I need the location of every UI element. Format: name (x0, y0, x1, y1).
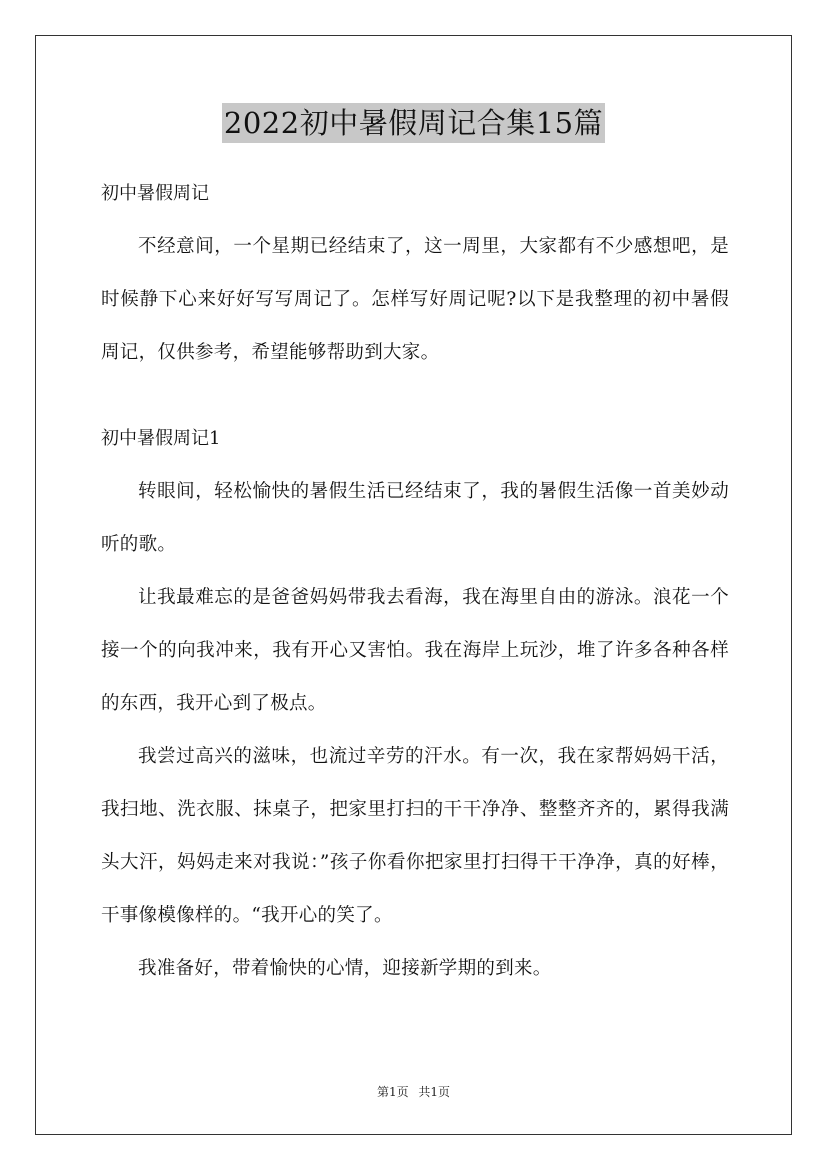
document-title: 2022初中暑假周记合集15篇 (222, 103, 605, 143)
page-footer (0, 1083, 827, 1100)
paragraph: 转眼间，轻松愉快的暑假生活已经结束了，我的暑假生活像一首美妙动听的歌。 (101, 481, 729, 555)
title-container (0, 103, 827, 143)
paragraph: 我尝过高兴的滋味，也流过辛劳的汗水。有一次，我在家帮妈妈干活，我扫地、洗衣服、抹桌子，把家里打扫的干干净净、整整齐齐的，累得我满头大汗，妈妈走来对我说：”孩子你看你把家里打扫得干干净净，真的好棒，干事像模像样的。“我开心的笑了。 (101, 746, 729, 926)
section-spacer (101, 379, 729, 413)
page-number: 第1页 (376, 1085, 409, 1099)
section-heading: 初中暑假周记1 (101, 428, 221, 449)
section-heading: 初中暑假周记 (101, 183, 209, 204)
paragraph: 不经意间，一个星期已经结束了，这一周里，大家都有不少感想吧，是时候静下心来好好写写周记了。怎样写好周记呢?以下是我整理的初中暑假周记，仅供参考，希望能够帮助到大家。 (101, 236, 729, 363)
paragraph: 我准备好，带着愉快的心情，迎接新学期的到来。 (138, 958, 552, 979)
page-total: 共1页 (418, 1085, 451, 1099)
paragraph: 让我最难忘的是爸爸妈妈带我去看海，我在海里自由的游泳。浪花一个接一个的向我冲来，我有开心又害怕。我在海岸上玩沙，堆了许多各种各样的东西，我开心到了极点。 (101, 587, 729, 714)
document-body (101, 168, 729, 995)
